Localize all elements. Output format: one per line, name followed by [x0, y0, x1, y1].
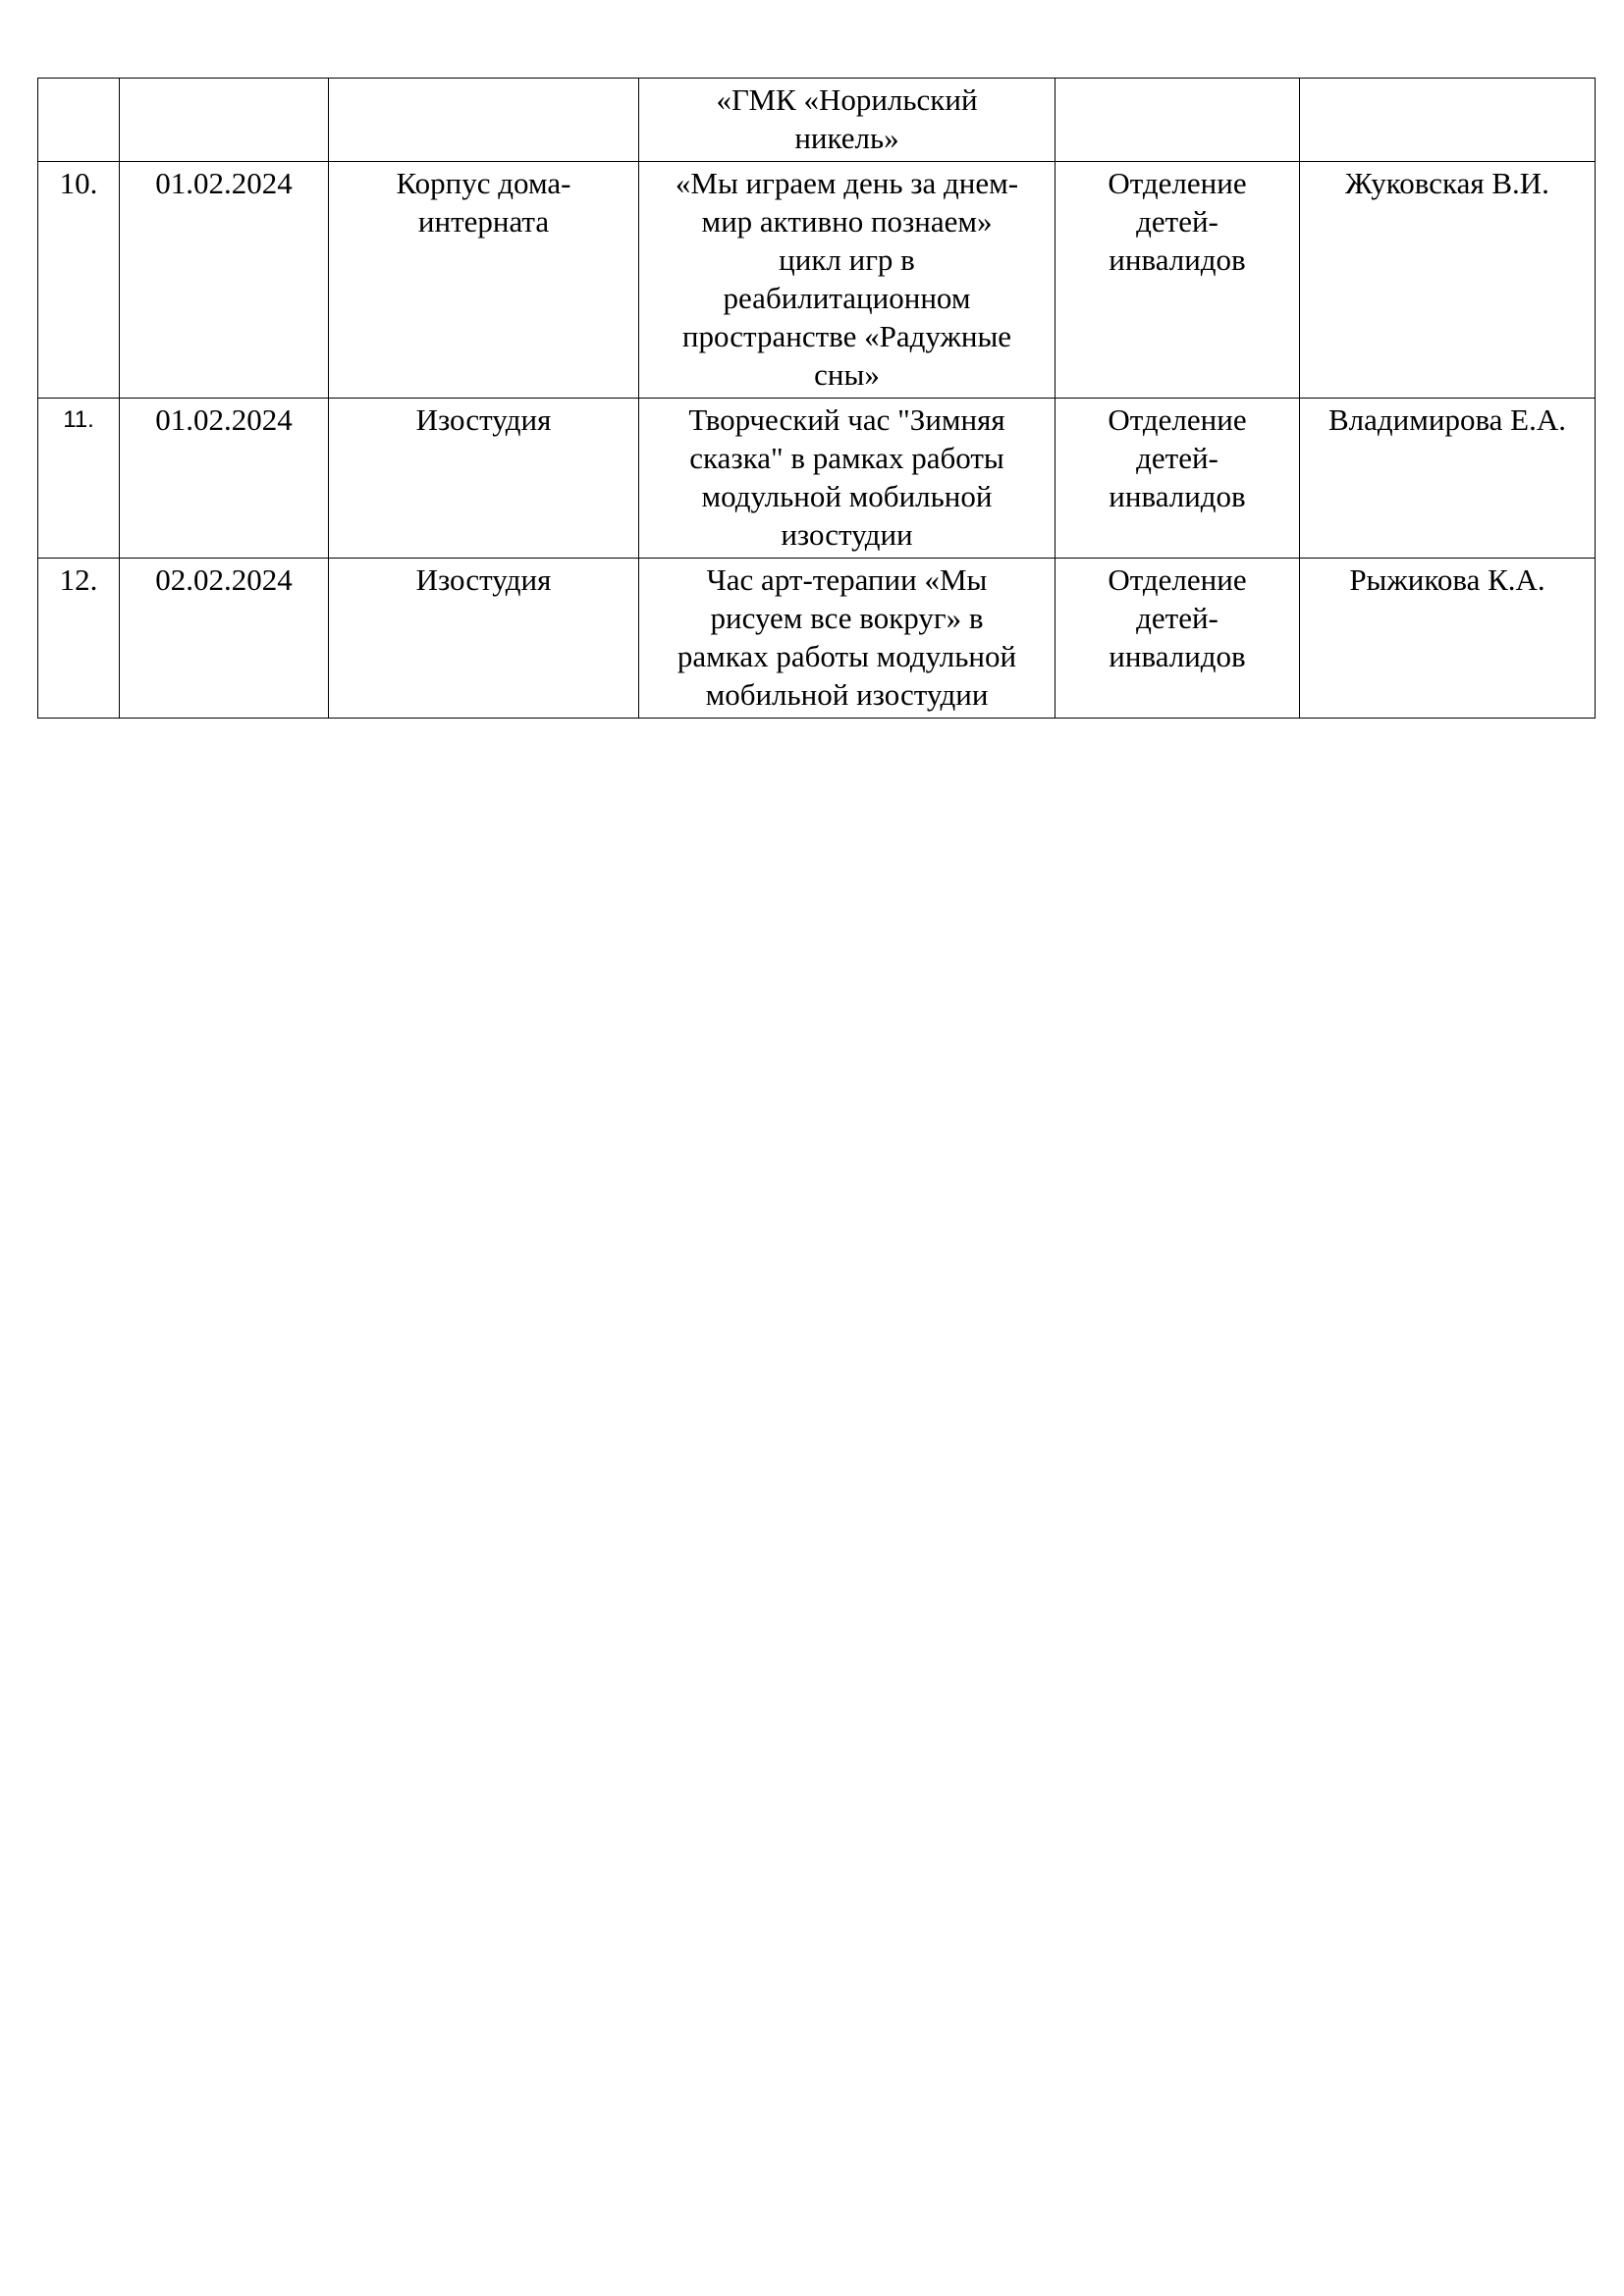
event-cell: «Мы играем день за днем- мир активно познаем» цикл игр в реабилитационном пространстве «Радужные сны»: [639, 162, 1056, 399]
date-cell: 01.02.2024: [120, 399, 329, 559]
date-cell: 01.02.2024: [120, 162, 329, 399]
department-cell: Отделение детей- инвалидов: [1056, 559, 1300, 719]
row-number-cell: 12.: [38, 559, 120, 719]
place-cell: Изостудия: [329, 399, 639, 559]
event-cell: «ГМК «Норильский никель»: [639, 79, 1056, 162]
place-cell: [329, 79, 639, 162]
department-cell: Отделение детей- инвалидов: [1056, 399, 1300, 559]
date-cell: [120, 79, 329, 162]
department-cell: Отделение детей- инвалидов: [1056, 162, 1300, 399]
event-cell: Час арт-терапии «Мы рисуем все вокруг» в рамках работы модульной мобильной изостудии: [639, 559, 1056, 719]
responsible-cell: Жуковская В.И.: [1300, 162, 1596, 399]
table-row: [38, 79, 1596, 162]
row-number-cell: 11.: [38, 399, 120, 559]
event-cell: Творческий час "Зимняя сказка" в рамках работы модульной мобильной изостудии: [639, 399, 1056, 559]
responsible-cell: Владимирова Е.А.: [1300, 399, 1596, 559]
place-cell: Корпус дома- интерната: [329, 162, 639, 399]
table-row: [38, 162, 1596, 399]
table-row: [38, 399, 1596, 559]
date-cell: 02.02.2024: [120, 559, 329, 719]
place-cell: Изостудия: [329, 559, 639, 719]
responsible-cell: Рыжикова К.А.: [1300, 559, 1596, 719]
events-table: [37, 78, 1596, 719]
row-number-cell: [38, 79, 120, 162]
table-row: [38, 559, 1596, 719]
responsible-cell: [1300, 79, 1596, 162]
department-cell: [1056, 79, 1300, 162]
row-number-cell: 10.: [38, 162, 120, 399]
